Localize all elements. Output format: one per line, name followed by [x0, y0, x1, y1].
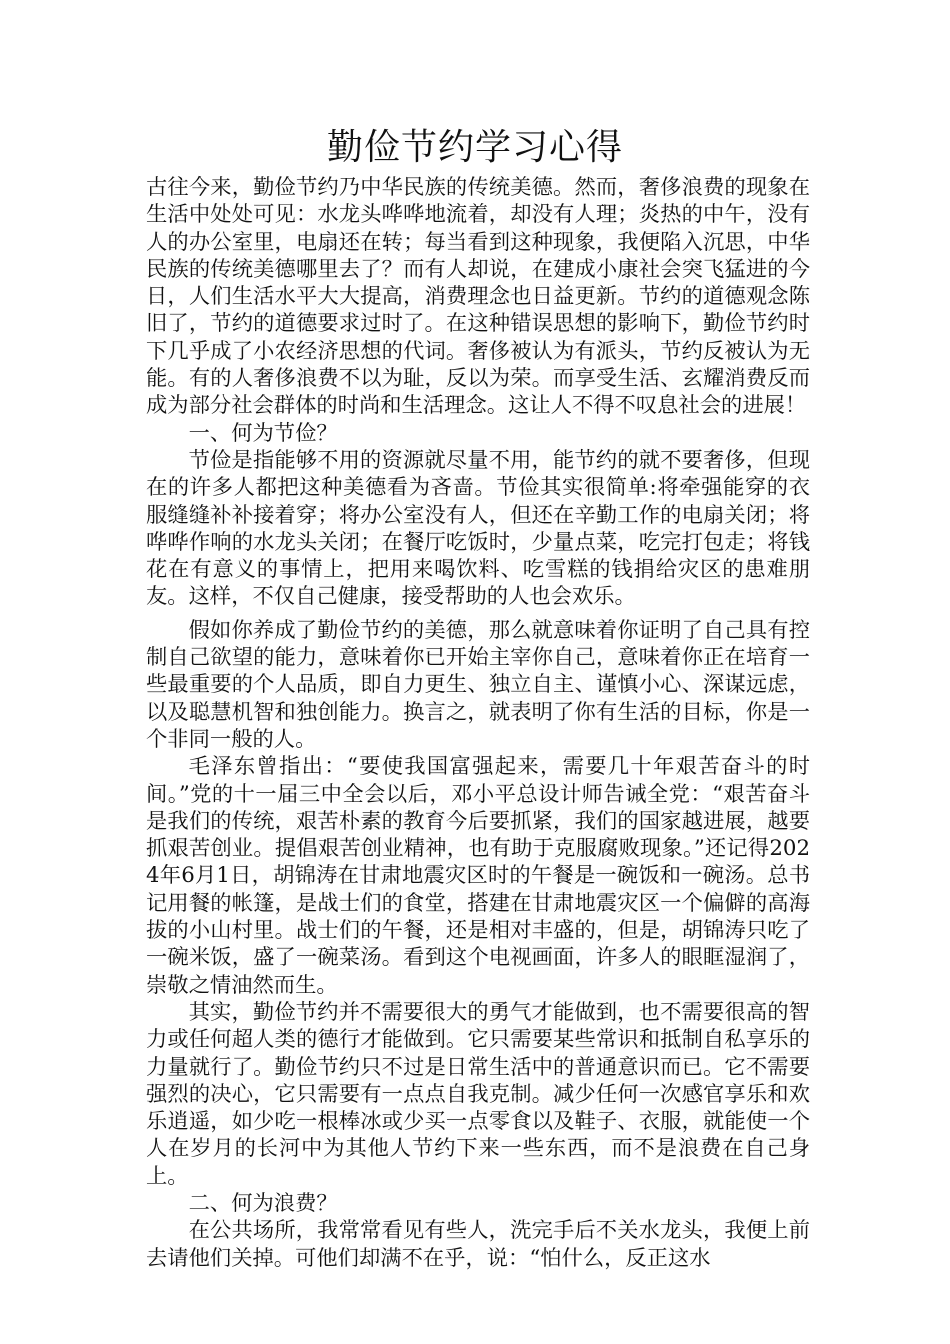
paragraph-frugality: 节俭是指能够不用的资源就尽量不用，能节约的就不要奢侈，但现在的许多人都把这种美德看为吝啬。节俭其实很简单:将牵强能穿的衣服缝缝补补接着穿；将办公室没有人，但还在辛勤工作的电扇关闭；将哗哗作响的水龙头关闭；在餐厅吃饭时，少量点菜，吃完打包走；将钱花在有意义的事情上，把用来喝饮料、吃雪糕的钱捐给灾区的患难朋友。这样，不仅自己健康，接受帮助的人也会欢乐。	[146, 447, 810, 610]
paragraph-quote: 毛泽东曾指出：“要使我国富强起来，需要几十年艰苦奋斗的时间。”党的十一届三中全会以后，邓小平总设计师告诫全党：“艰苦奋斗是我们的传统，艰苦朴素的教育今后要抓紧，我们的国家越进展，越要抓艰苦创业。提倡艰苦创业精神，也有助于克服腐败现象。”还记得2024年6月1日，胡锦涛在甘肃地震灾区时的午餐是一碗饭和一碗汤。总书记用餐的帐篷，是战士们的食堂，搭建在甘肃地震灾区一个偏僻的高海拔的小山村里。战士们的午餐，还是相对丰盛的，但是，胡锦涛只吃了一碗米饭，盛了一碗菜汤。看到这个电视画面，许多人的眼眶湿润了，崇敬之情油然而生。	[146, 754, 810, 998]
paragraph-common-sense: 其实，勤俭节约并不需要很大的勇气才能做到，也不需要很高的智力或任何超人类的德行才能做到。它只需要某些常识和抵制自私享乐的力量就行了。勤俭节约只不过是日常生活中的普通意识而已。它不需要强烈的决心，它只需要有一点点自我克制。减少任何一次感官享乐和欢乐逍遥，如少吃一根棒冰或少买一点零食以及鞋子、衣服，就能使一个人在岁月的长河中为其他人节约下来一些东西，而不是浪费在自己身上。	[146, 999, 810, 1189]
document-title: 勤俭节约学习心得	[326, 127, 623, 168]
section-heading-1: 一、何为节俭？	[188, 420, 338, 446]
paragraph-habit: 假如你养成了勤俭节约的美德，那么就意味着你证明了自己具有控制自己欲望的能力，意味着你已开始主宰你自己，意味着你正在培育一些最重要的个人品质，即自力更生、独立自主、谨慎小心、深谋远虑，以及聪慧机智和独创能力。换言之，就表明了你有生活的目标，你是一个非同一般的人。	[146, 617, 810, 752]
document-body	[146, 174, 810, 1272]
paragraph-waste: 在公共场所，我常常看见有些人，洗完手后不关水龙头，我便上前去请他们关掉。可他们却满不在乎，说：“怕什么，反正这水	[146, 1218, 810, 1271]
section-heading-2: 二、何为浪费？	[188, 1190, 338, 1216]
paragraph-intro: 古往今来，勤俭节约乃中华民族的传统美德。然而，奢侈浪费的现象在生活中处处可见：水龙头哗哗地流着，却没有人理；炎热的中午，没有人的办公室里，电扇还在转；每当看到这种现象，我便陷入沉思，中华民族的传统美德哪里去了？而有人却说，在建成小康社会突飞猛进的今日，人们生活水平大大提高，消费理念也日益更新。节约的道德观念陈旧了，节约的道德要求过时了。在这种错误思想的影响下，勤俭节约时下几乎成了小农经济思想的代词。奢侈被认为有派头，节约反被认为无能。有的人奢侈浪费不以为耻，反以为荣。而享受生活、玄耀消费反而成为部分社会群体的时尚和生活理念。这让人不得不叹息社会的进展！	[146, 175, 810, 419]
